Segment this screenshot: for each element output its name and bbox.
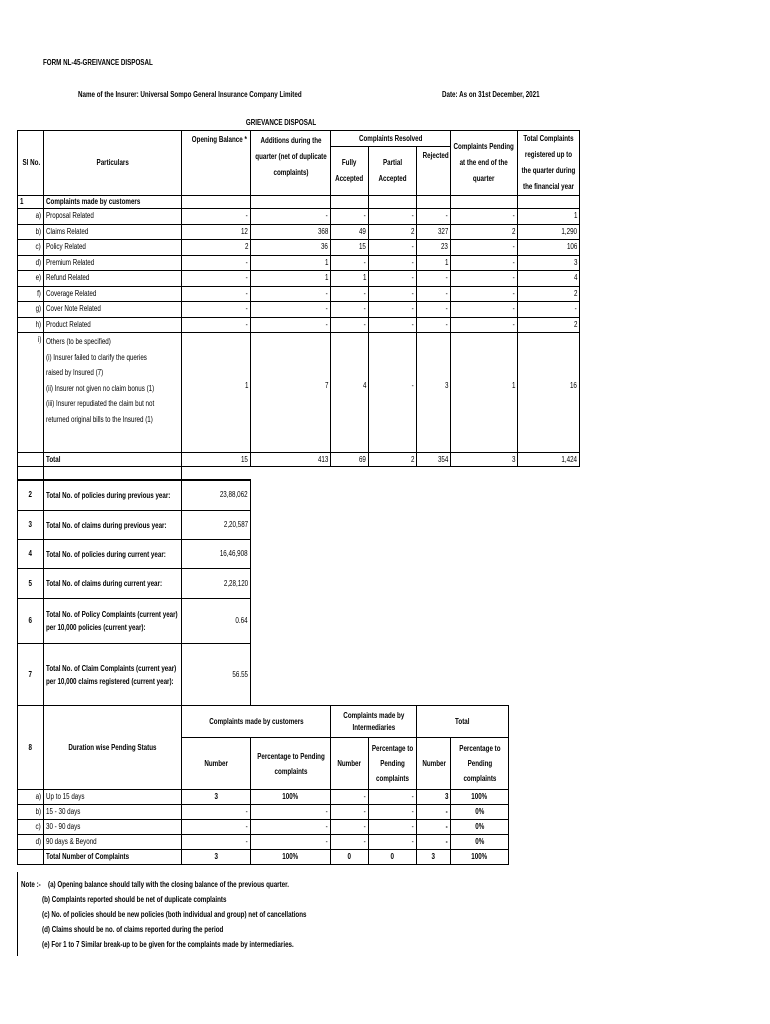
- header-resolved: Complaints Resolved: [331, 131, 451, 147]
- header-total: Total: [417, 706, 509, 738]
- pending-status-table: 8 Duration wise Pending Status Complaints made by customers Complaints made by Intermediaries Total Number Percentage to Pending complaints Number Percentage to Pending complaints Number Percentage to Pending complaints a) Up to 15 days 3 100% - - 3 100% b) 15 - 30 days - - - - - 0% c) 30 - 90 days - - - - - 0% d) 90 days & Beyond - - - - - 0% Total Number of Complaints 3 100% 0 0 3 100%: [17, 705, 509, 865]
- table-row: h) Product Related - - - - - - 2: [18, 317, 580, 333]
- stats-row: 7 Total No. of Claim Complaints (current year) per 10,000 claims registered (current year): 56.55: [18, 644, 251, 706]
- stats-row: 3 Total No. of claims during previous year: 2,20,587: [18, 511, 251, 540]
- stats-row: 4 Total No. of policies during current year: 16,46,908: [18, 540, 251, 569]
- stats-row: 6 Total No. of Policy Complaints (current year) per 10,000 policies (current year): 0.64: [18, 599, 251, 644]
- note-e: (e) For 1 to 7 Similar break-up to be given for the complaints made by intermediaries.: [42, 940, 294, 949]
- insurer-name: Name of the Insurer: Universal Sompo General Insurance Company Limited: [78, 90, 302, 99]
- table-row: c) Policy Related 2 36 15 - 23 - 106: [18, 240, 580, 256]
- header-rejected: Rejected: [417, 147, 451, 196]
- section-1-label: Complaints made by customers: [44, 196, 182, 209]
- table-row: d) 90 days & Beyond - - - - - 0%: [18, 835, 509, 850]
- table-row: g) Cover Note Related - - - - - - -: [18, 302, 580, 318]
- section-title: GRIEVANCE DISPOSAL: [245, 118, 317, 127]
- section-8-number: 8: [18, 706, 44, 790]
- table-row: d) Premium Related - 1 - - 1 - 3: [18, 255, 580, 271]
- note-b: (b) Complaints reported should be net of duplicate complaints: [42, 895, 227, 904]
- table-row: a) Proposal Related - - - - - - 1: [18, 209, 580, 225]
- header-by-intermediaries: Complaints made by Intermediaries: [331, 706, 417, 738]
- stats-row: 5 Total No. of claims during current year: 2,28,120: [18, 569, 251, 599]
- header-fully-accepted: Fully Accepted: [331, 147, 369, 196]
- form-title: FORM NL-45-GREIVANCE DISPOSAL: [43, 58, 153, 67]
- table-row: b) 15 - 30 days - - - - - 0%: [18, 805, 509, 820]
- table-row: c) 30 - 90 days - - - - - 0%: [18, 820, 509, 835]
- others-description: Others (to be specified) (i) Insurer failed to clarify the queries raised by Insured (7) (ii) Insurer not given no claim bonus (1) (iii) Insurer repudiated the claim but not returned original bills to the Insured (1): [44, 333, 182, 453]
- header-by-customers: Complaints made by customers: [182, 706, 331, 738]
- grievance-table: [17, 130, 580, 481]
- total-row: Total Number of Complaints 3 100% 0 0 3 100%: [18, 850, 509, 865]
- header-sl-no: Sl No.: [18, 131, 44, 196]
- stats-row: 2 Total No. of policies during previous year: 23,88,062: [18, 480, 251, 511]
- note-c: (c) No. of policies should be new policies (both individual and group) net of cancellations: [42, 910, 307, 919]
- report-date: Date: As on 31st December, 2021: [442, 90, 540, 99]
- header-pending: Complaints Pending at the end of the quarter: [451, 131, 518, 196]
- notes-prefix: Note :-: [21, 880, 41, 889]
- note-a: (a) Opening balance should tally with the closing balance of the previous quarter.: [48, 880, 289, 889]
- section-8-label: Duration wise Pending Status: [44, 706, 182, 790]
- note-d: (d) Claims should be no. of claims reported during the period: [42, 925, 224, 934]
- notes-divider: [17, 872, 18, 956]
- header-particulars: Particulars: [44, 131, 182, 196]
- total-row: Total 15 413 69 2 354 3 1,424: [18, 453, 580, 467]
- header-total-registered: Total Complaints registered up to the quarter during the financial year: [518, 131, 580, 196]
- stats-table: [17, 479, 251, 706]
- header-partial-accepted: Partial Accepted: [369, 147, 417, 196]
- section-1-number: 1: [18, 196, 44, 209]
- table-row: a) Up to 15 days 3 100% - - 3 100%: [18, 790, 509, 805]
- header-opening-balance: Opening Balance *: [182, 131, 251, 196]
- table-row: e) Refund Related - 1 1 - - - 4: [18, 271, 580, 287]
- table-row: f) Coverage Related - - - - - - 2: [18, 286, 580, 302]
- table-row: b) Claims Related 12 368 49 2 327 2 1,290: [18, 224, 580, 240]
- table-row-others: i) Others (to be specified) (i) Insurer failed to clarify the queries raised by Insured (7) (ii) Insurer not given no claim bonus (1) (iii) Insurer repudiated the claim but not returned original bills to the Insured (1) 1 7 4 - 3 1 16: [18, 333, 580, 453]
- header-additions: Additions during the quarter (net of duplicate complaints): [251, 131, 331, 196]
